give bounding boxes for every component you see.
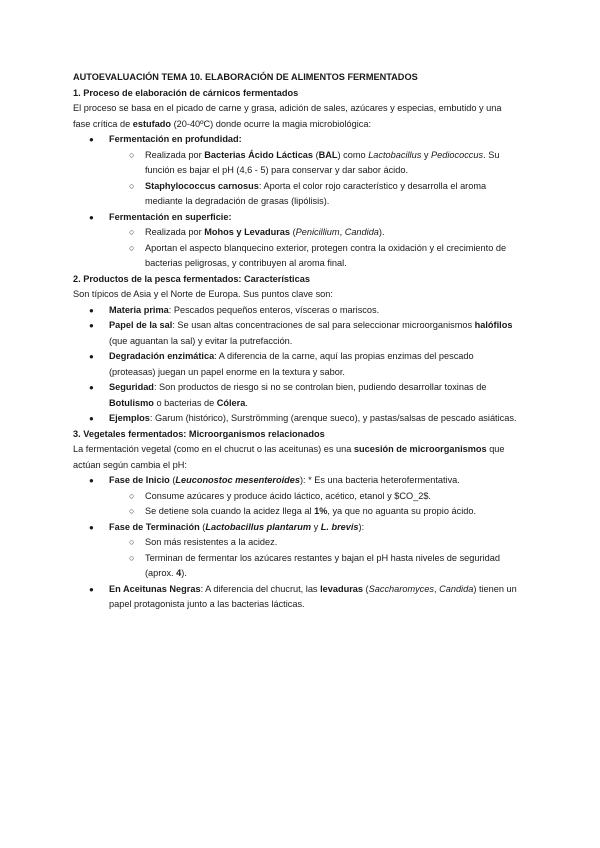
bullet-dot-icon: ● bbox=[89, 305, 94, 315]
bullet-dot-icon: ● bbox=[89, 584, 94, 594]
bullet-circle-icon: ○ bbox=[129, 149, 135, 160]
list-item: ○ Realizada por Bacterias Ácido Lácticas (BAL) como Lactobacillus y Pediococcus. Su función es bajar el pH (4,6 - 5) para conservar y dar sabor ácido. bbox=[129, 149, 500, 175]
section-1-heading: 1. Proceso de elaboración de cárnicos fermentados bbox=[73, 87, 299, 98]
list-item: ○ Se detiene sola cuando la acidez llega al 1%, ya que no aguanta su propio ácido. bbox=[73, 504, 518, 520]
document-title: AUTOEVALUACIÓN TEMA 10. ELABORACIÓN DE ALIMENTOS FERMENTADOS bbox=[73, 72, 418, 82]
section-3-heading: 3. Vegetales fermentados: Microorganismos relacionados bbox=[73, 428, 325, 439]
section-3-list bbox=[73, 473, 518, 613]
section-2-intro: Son típicos de Asia y el Norte de Europa. Sus puntos clave son: bbox=[73, 289, 333, 299]
section-1-intro: El proceso se basa en el picado de carne y grasa, adición de sales, azúcares y especias, embutido y una fase crítica de estufado (20-40ºC) donde ocurre la magia microbiológica: bbox=[73, 103, 502, 129]
bullet-dot-icon: ● bbox=[89, 476, 94, 485]
section-2-heading: 2. Productos de la pesca fermentados: Características bbox=[73, 273, 310, 284]
list-item: ● Materia prima: Pescados pequeños enteros, vísceras o mariscos. bbox=[73, 303, 518, 319]
section-1-list bbox=[73, 132, 518, 272]
document-content bbox=[73, 70, 518, 613]
list-item: ○ Aportan el aspecto blanquecino exterior, protegen contra la oxidación y el crecimiento de bacterias peligrosas, y contribuyen al aroma final. bbox=[129, 242, 507, 268]
bullet-circle-icon: ○ bbox=[129, 552, 135, 563]
bullet-dot-icon: ● bbox=[89, 414, 94, 423]
bullet-circle-icon: ○ bbox=[129, 537, 135, 547]
bullet-circle-icon: ○ bbox=[129, 180, 135, 191]
bullet-dot-icon: ● bbox=[89, 383, 94, 392]
bullet-dot-icon: ● bbox=[89, 522, 94, 532]
list-item: ○ Son más resistentes a la acidez. bbox=[73, 535, 518, 551]
bullet-dot-icon: ● bbox=[89, 135, 94, 144]
list-item: ● Seguridad: Son productos de riesgo si no se controlan bien, pudiendo desarrollar toxinas de Botulismo o bacterias de Cólera. bbox=[89, 382, 487, 408]
list-item: ● En Aceitunas Negras: A diferencia del chucrut, las levaduras (Saccharomyces, Candida) tienen un papel protagonista junto a las bacterias lácticas. bbox=[89, 583, 517, 609]
bullet-dot-icon: ● bbox=[89, 352, 94, 361]
list-item: ○ Realizada por Mohos y Levaduras (Penicillium, Candida). bbox=[73, 225, 518, 241]
list-item: ○ Terminan de fermentar los azúcares restantes y bajan el pH hasta niveles de seguridad (aprox. 4). bbox=[129, 552, 500, 578]
bullet-circle-icon: ○ bbox=[129, 490, 135, 501]
bullet-circle-icon: ○ bbox=[129, 242, 135, 253]
bullet-dot-icon: ● bbox=[89, 321, 94, 330]
list-item: ● Fermentación en profundidad: bbox=[73, 132, 518, 148]
list-item: ○ Consume azúcares y produce ácido láctico, acético, etanol y $CO_2$. bbox=[73, 489, 518, 505]
list-item: ● Degradación enzimática: A diferencia de la carne, aquí las propias enzimas del pescado (proteasas) juegan un papel enorme en la textura y sabor. bbox=[89, 351, 474, 377]
bullet-circle-icon: ○ bbox=[129, 506, 135, 516]
list-item: ○ Staphylococcus carnosus: Aporta el color rojo característico y desarrolla el aroma mediante la degradación de grasas (lipólisis). bbox=[129, 180, 487, 206]
bullet-dot-icon: ● bbox=[89, 212, 94, 222]
list-item: ● Fermentación en superficie: bbox=[73, 210, 518, 226]
list-item: ● Papel de la sal: Se usan altas concentraciones de sal para seleccionar microorganismos halófilos (que aguantan la sal) y evitar la putrefacción. bbox=[89, 320, 513, 346]
section-2-list bbox=[73, 303, 518, 427]
bullet-circle-icon: ○ bbox=[129, 227, 135, 237]
list-item: ● Fase de Terminación (Lactobacillus plantarum y L. brevis): bbox=[73, 520, 518, 536]
list-item: ● Ejemplos: Garum (histórico), Surströmming (arenque sueco), y pastas/salsas de pescado asiáticas. bbox=[73, 411, 518, 427]
section-3-intro: La fermentación vegetal (como en el chucrut o las aceitunas) es una sucesión de microorganismos que actúan según cambia el pH: bbox=[73, 444, 505, 470]
list-item: ● Fase de Inicio (Leuconostoc mesenteroides): * Es una bacteria heterofermentativa. bbox=[73, 473, 518, 489]
